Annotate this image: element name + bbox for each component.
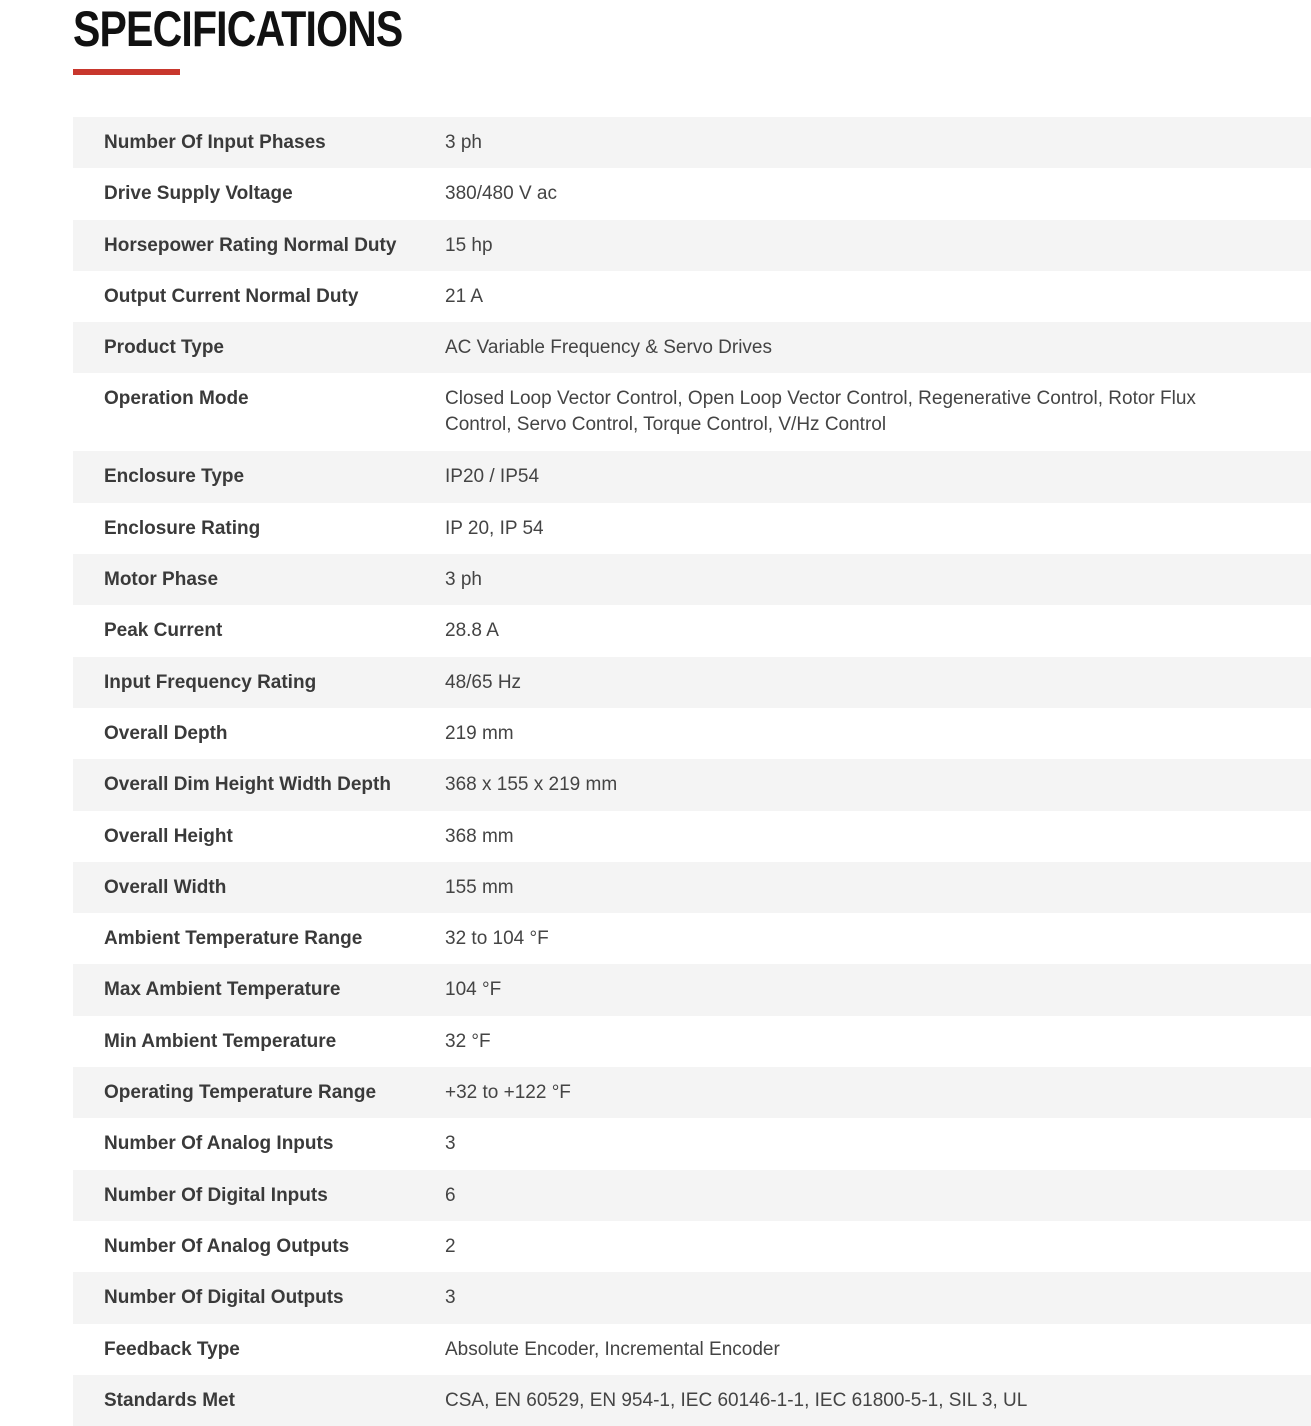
- spec-label: Number Of Analog Inputs: [104, 1133, 334, 1155]
- spec-label: Peak Current: [104, 620, 223, 642]
- spec-row: [73, 168, 1311, 219]
- spec-value: 3: [445, 1133, 456, 1155]
- spec-label: Number Of Input Phases: [104, 132, 326, 153]
- spec-row: [73, 322, 1311, 373]
- spec-value: 3 ph: [445, 569, 482, 591]
- spec-value: 3 ph: [445, 132, 482, 153]
- spec-value: 368 x 155 x 219 mm: [445, 774, 618, 796]
- spec-value: 28.8 A: [445, 620, 499, 642]
- spec-value: 21 A: [445, 285, 484, 307]
- spec-label: Operating Temperature Range: [104, 1082, 377, 1104]
- spec-value: Closed Loop Vector Control, Open Loop Vector Control, Regenerative Control, Rotor Flux Control, Servo Control, Torque Control, V/Hz Control: [445, 388, 1196, 436]
- spec-row: [73, 811, 1311, 862]
- title-underline: [73, 69, 180, 75]
- spec-row: [73, 1324, 1311, 1375]
- spec-label: Product Type: [104, 337, 224, 359]
- spec-value: +32 to +122 °F: [445, 1082, 571, 1104]
- spec-label: Feedback Type: [104, 1338, 240, 1360]
- specifications-table: [73, 117, 1311, 1426]
- spec-row: [73, 220, 1311, 271]
- spec-row: [73, 1067, 1311, 1118]
- spec-value: 368 mm: [445, 825, 514, 847]
- spec-label: Overall Height: [104, 825, 233, 847]
- spec-row: [73, 1221, 1311, 1272]
- spec-value: 104 °F: [445, 979, 502, 1001]
- spec-row: [73, 554, 1311, 605]
- spec-label: Number Of Analog Outputs: [104, 1235, 350, 1257]
- spec-label: Input Frequency Rating: [104, 671, 317, 693]
- spec-value: AC Variable Frequency & Servo Drives: [445, 337, 772, 359]
- spec-row: [73, 605, 1311, 656]
- spec-label: Overall Depth: [104, 722, 228, 744]
- spec-value: 32 °F: [445, 1030, 491, 1052]
- spec-row: [73, 451, 1311, 502]
- spec-label: Motor Phase: [104, 569, 219, 591]
- spec-row: [73, 1272, 1311, 1323]
- spec-label: Overall Width: [104, 876, 227, 898]
- spec-label: Number Of Digital Inputs: [104, 1184, 328, 1206]
- spec-value: 15 hp: [445, 234, 493, 256]
- spec-label: Standards Met: [104, 1389, 235, 1411]
- spec-row: [73, 117, 1311, 168]
- spec-label: Min Ambient Temperature: [104, 1030, 337, 1052]
- spec-label: Overall Dim Height Width Depth: [104, 774, 391, 796]
- page-title: SPECIFICATIONS: [73, 1, 403, 57]
- spec-row: [73, 1016, 1311, 1067]
- spec-row: [73, 657, 1311, 708]
- spec-value: CSA, EN 60529, EN 954-1, IEC 60146-1-1, IEC 61800-5-1, SIL 3, UL: [445, 1389, 1028, 1411]
- spec-label: Enclosure Type: [104, 466, 245, 488]
- spec-row: [73, 1170, 1311, 1221]
- spec-value: 380/480 V ac: [445, 183, 557, 205]
- spec-value: Absolute Encoder, Incremental Encoder: [445, 1338, 780, 1360]
- spec-value: 219 mm: [445, 722, 514, 744]
- spec-row: [73, 862, 1311, 913]
- spec-value: IP 20, IP 54: [445, 517, 544, 539]
- spec-row: [73, 964, 1311, 1015]
- spec-value: 155 mm: [445, 876, 514, 898]
- spec-row: [73, 759, 1311, 810]
- spec-label: Drive Supply Voltage: [104, 183, 293, 205]
- spec-row: [73, 1118, 1311, 1169]
- spec-row: [73, 373, 1311, 451]
- spec-value: 2: [445, 1235, 456, 1257]
- spec-row: [73, 503, 1311, 554]
- spec-label: Output Current Normal Duty: [104, 285, 359, 307]
- spec-label: Max Ambient Temperature: [104, 979, 341, 1001]
- spec-value: 6: [445, 1184, 456, 1206]
- spec-row: [73, 913, 1311, 964]
- spec-row: [73, 708, 1311, 759]
- spec-value: IP20 / IP54: [445, 466, 540, 488]
- spec-value: 48/65 Hz: [445, 671, 522, 693]
- spec-label: Enclosure Rating: [104, 517, 261, 539]
- spec-row: [73, 1375, 1311, 1426]
- spec-row: [73, 271, 1311, 322]
- spec-value: 32 to 104 °F: [445, 928, 549, 950]
- spec-label: Ambient Temperature Range: [104, 928, 363, 950]
- spec-label: Horsepower Rating Normal Duty: [104, 234, 397, 256]
- spec-value: 3: [445, 1287, 456, 1309]
- spec-label: Operation Mode: [104, 388, 249, 410]
- spec-label: Number Of Digital Outputs: [104, 1287, 344, 1309]
